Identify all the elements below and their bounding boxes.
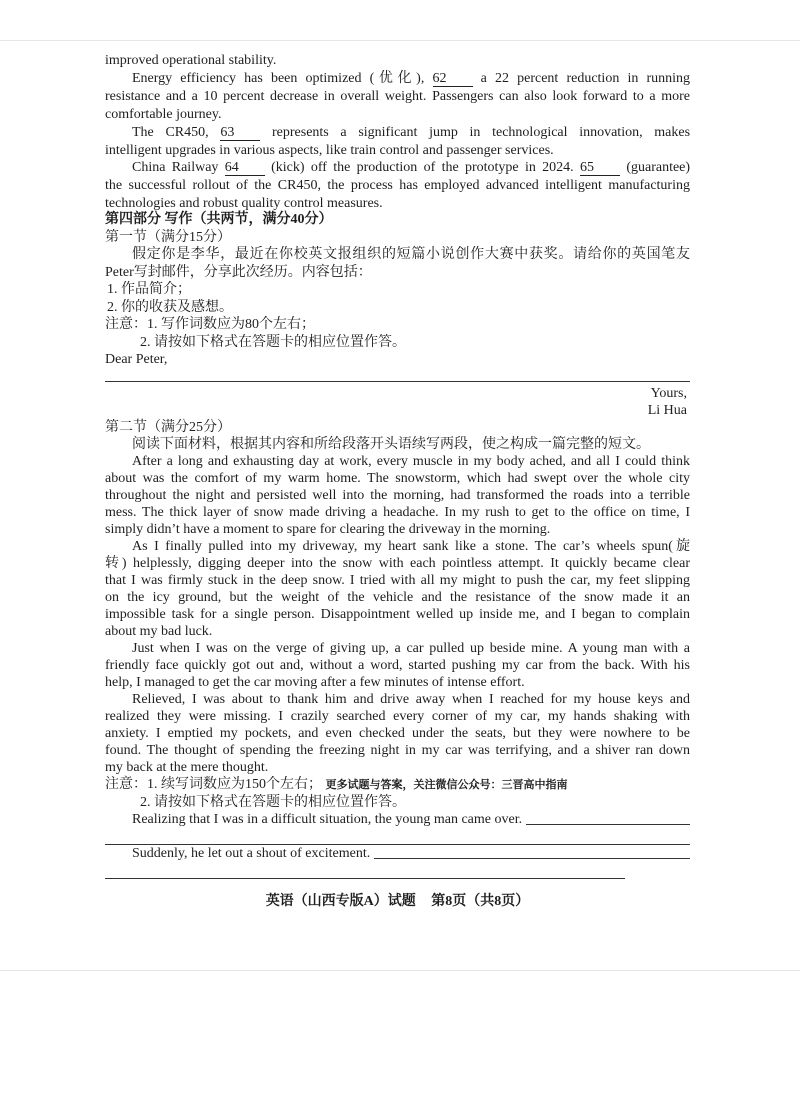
writing-section-1 bbox=[105, 211, 690, 369]
text-segment: The CR450, bbox=[132, 124, 209, 140]
text-line: comfortable journey. bbox=[105, 106, 222, 122]
story-line: realized they were missing. I crazily searched every corner of my car, my hands shaking with bbox=[105, 709, 690, 724]
writing-section-2 bbox=[105, 385, 690, 879]
cloze-blank-63: 63 bbox=[220, 126, 260, 141]
cloze-blank-64: 64 bbox=[225, 161, 265, 176]
text-segment: (guarantee) bbox=[626, 160, 691, 176]
text-line: resistance and a 10 percent decrease in overall weight. Passengers can also look forward to a more bbox=[105, 88, 690, 104]
answer-line bbox=[105, 862, 625, 879]
text-line: the successful rollout of the CR450, the process has employed advanced intelligent manufacturing bbox=[105, 178, 690, 194]
content-point: 1. 作品简介； bbox=[107, 282, 191, 297]
scan-edge-top bbox=[0, 40, 800, 41]
story-line: help, I managed to get the car moving after a few minutes of intense effort. bbox=[105, 675, 525, 690]
section-1-title: 第一节（满分15分） bbox=[105, 229, 231, 245]
page-footer: 英语（山西专版A）试题 第8页（共8页） bbox=[265, 894, 530, 909]
text-segment: (kick) off the production of the prototype in 2024. bbox=[271, 160, 574, 176]
story-line: throughout the night and persisted well into the morning, had transformed the roads into a terrible bbox=[105, 488, 690, 503]
text-line: intelligent upgrades in various aspects, like train control and passenger services. bbox=[105, 142, 554, 158]
story-line: Just when I was on the verge of giving up, a car pulled up beside mine. A young man with a bbox=[132, 641, 690, 656]
content-point: 2. 你的收获及感想。 bbox=[107, 299, 233, 315]
section-2-instruction: 阅读下面材料，根据其内容和所给段落开头语续写两段，使之构成一篇完整的短文。 bbox=[132, 437, 650, 452]
text-line: improved operational stability. bbox=[105, 53, 277, 68]
story-line: As I finally pulled into my driveway, my heart sank like a stone. The car’s wheels spun(旋 bbox=[132, 539, 690, 554]
continuation-opening-1 bbox=[105, 811, 690, 828]
letter-salutation: Dear Peter, bbox=[105, 352, 168, 367]
story-line: that I was firmly stuck in the deep snow. I tried with all my might to push the car, my feet slipping bbox=[105, 573, 690, 588]
letter-writing-line bbox=[105, 381, 690, 382]
opening-sentence: Realizing that I was in a difficult situation, the young man came over. bbox=[132, 812, 523, 827]
promo-text: 更多试题与答案，关注微信公众号：三晋高中指南 bbox=[325, 779, 568, 791]
story-line: After a long and exhausting day at work, every muscle in my body ached, and all I could think bbox=[132, 454, 690, 469]
text-line: technologies and robust quality control measures. bbox=[105, 196, 383, 212]
answer-underline bbox=[374, 858, 690, 859]
story-line: anxiety. I emptied my pockets, and even checked under the seats, but they were nowhere to be bbox=[105, 726, 690, 741]
continuation-opening-2 bbox=[105, 845, 690, 862]
opening-sentence: Suddenly, he let out a shout of excitement. bbox=[132, 846, 371, 861]
story-line: impossible task for a single person. Disappointment welled up inside me, and I began to complain bbox=[105, 607, 690, 622]
cloze-blank-62: 62 bbox=[433, 72, 473, 87]
text-line bbox=[105, 159, 690, 177]
cloze-passage-continuation bbox=[105, 52, 690, 213]
story-line: mess. The thick layer of snow made driving a headache. In my rush to get to the office on time, I bbox=[105, 505, 690, 520]
text-segment: represents a significant jump in technological innovation, makes bbox=[272, 124, 691, 140]
story-line: found. The thought of spending the freezing night in my car was terrifying, and a shiver ran down bbox=[105, 743, 690, 758]
note-text: 注意：1. 续写词数应为150个左右； bbox=[105, 777, 322, 792]
text-segment: China Railway bbox=[132, 160, 219, 176]
scan-edge-bottom bbox=[0, 970, 800, 971]
answer-underline bbox=[526, 824, 690, 825]
letter-signature: Li Hua bbox=[647, 403, 687, 418]
prompt-line: 假定你是李华，最近在你校英文报组织的短篇小说创作大赛中获奖。请给你的英国笔友 bbox=[132, 247, 690, 262]
note-line: 2. 请按如下格式在答题卡的相应位置作答。 bbox=[140, 334, 406, 350]
story-line: about was the comfort of my warm home. The snowstorm, which had swept over the whole city bbox=[105, 471, 690, 486]
note-line bbox=[105, 776, 690, 794]
letter-closing: Yours, bbox=[650, 386, 687, 401]
text-segment: Energy efficiency has been optimized (优化), bbox=[132, 70, 425, 86]
part-title: 第四部分 写作（共两节，满分40分） bbox=[105, 212, 333, 227]
answer-line bbox=[105, 828, 690, 845]
note-line: 注意：1. 写作词数应为80个左右； bbox=[105, 317, 315, 332]
story-line: about my bad luck. bbox=[105, 624, 213, 639]
prompt-line: Peter写封邮件，分享此次经历。内容包括： bbox=[105, 264, 372, 280]
story-line: 转) helplessly, digging deeper into the snow with each pointless attempt. It quickly became clear bbox=[105, 556, 690, 571]
story-line: my back at the mere thought. bbox=[105, 760, 269, 775]
story-line: Relieved, I was about to thank him and drive away when I reached for my house keys and bbox=[132, 692, 690, 707]
text-segment: a 22 percent reduction in running bbox=[480, 70, 691, 86]
cloze-blank-65: 65 bbox=[580, 161, 620, 176]
story-line: simply didn’t have a moment to spare for clearing the driveway in the morning. bbox=[105, 522, 551, 537]
note-line: 2. 请按如下格式在答题卡的相应位置作答。 bbox=[140, 795, 406, 810]
section-2-title: 第二节（满分25分） bbox=[105, 420, 231, 435]
story-line: on the icy ground, but the weight of the vehicle and the resistance of the snow made it an bbox=[105, 590, 690, 605]
text-line bbox=[105, 124, 690, 142]
story-line: friendly face quickly got out and, without a word, started pushing my car from the back. With his bbox=[105, 658, 690, 673]
story-passage bbox=[105, 453, 690, 776]
text-line bbox=[105, 70, 690, 88]
